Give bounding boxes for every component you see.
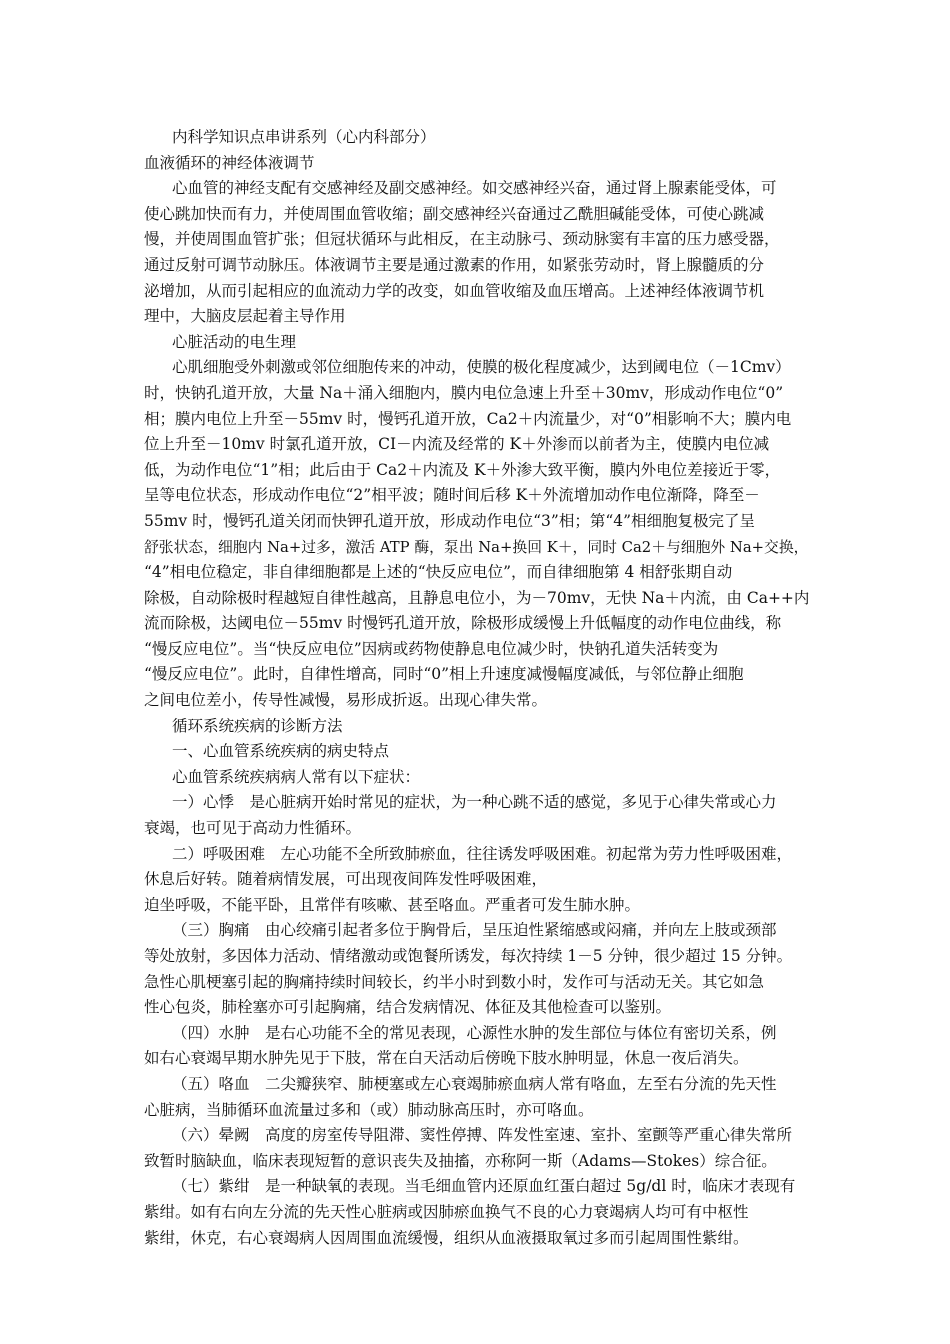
text-line: 迫坐呼吸，不能平卧，且常伴有咳嗽、甚至咯血。严重者可发生肺水肿。 [144,895,641,914]
text-line: “慢反应电位”。当“快反应电位”因病或药物使静息电位减少时，快钠孔道失活转变为 [144,639,719,658]
text-line: 心肌细胞受外刺激或邻位细胞传来的冲动，使膜的极化程度减少，达到阈电位（－1Cmv） [172,358,791,377]
text-line: 心脏病，当肺循环血流量过多和（或）肺动脉高压时，亦可咯血。 [144,1100,594,1119]
text-line: 通过反射可调节动脉压。体液调节主要是通过激素的作用，如紧张劳动时，肾上腺髓质的分 [144,255,765,274]
text-line: 相；膜内电位上升至－55mv 时，慢钙孔道开放，Ca2＋内流量少，对“0”相影响不大；膜内电 [144,409,792,428]
text-line: 位上升至－10mv 时氯孔道开放，CI－内流及经常的 K＋外渗而以前者为主，使膜内电位减 [144,435,770,454]
text-line: 呈等电位状态，形成动作电位“2”相平波；随时间后移 K＋外流增加动作电位渐降，降至－ [144,486,760,505]
text-line: 紫绀。如有右向左分流的先天性心脏病或因肺瘀血换气不良的心力衰竭病人均可有中枢性 [144,1202,749,1221]
text-line: （三）胸痛 由心绞痛引起者多位于胸骨后，呈压迫性紧缩感或闷痛，并向左上肢或颈部 [172,921,777,940]
text-line: “慢反应电位”。此时，自律性增高，同时“0”相上升速度减慢幅度减低，与邻位静止细胞 [144,665,744,684]
text-line: 之间电位差小，传导性减慢，易形成折返。出现心律失常。 [144,691,548,710]
text-line: （四）水肿 是右心功能不全的常见表现，心源性水肿的发生部位与体位有密切关系，例 [172,1023,777,1042]
document-body [144,125,812,1251]
text-line: 如右心衰竭早期水肿先见于下肢，常在白天活动后傍晚下肢水肿明显，休息一夜后消失。 [144,1049,749,1068]
text-line: 心血管的神经支配有交感神经及副交感神经。如交感神经兴奋，通过肾上腺素能受体，可 [172,179,777,198]
text-line: 紫绀，休克，右心衰竭病人因周围血流缓慢，组织从血液摄取氧过多而引起周围性紫绀。 [144,1228,749,1247]
text-line: 心脏活动的电生理 [172,332,297,351]
text-line: （五）咯血 二尖瓣狭窄、肺梗塞或左心衰竭肺瘀血病人常有咯血，左至右分流的先天性 [172,1074,777,1093]
text-line: 舒张状态，细胞内 Na+过多，激活 ATP 酶，泵出 Na+换回 K＋，同时 Ca2＋与细胞外 Na+交换， [144,538,809,556]
text-line: 使心跳加快而有力，并使周围血管收缩；副交感神经兴奋通过乙酰胆碱能受体，可使心跳减 [144,204,765,223]
text-line: 55mv 时，慢钙孔道关闭而快钾孔道开放，形成动作电位“3”相；第“4”相细胞复极完了呈 [144,511,756,530]
text-line: 泌增加，从而引起相应的血流动力学的改变，如血管收缩及血压增高。上述神经体液调节机 [144,281,765,300]
text-line: 等处放射，多因体力活动、情绪激动或饱餐所诱发，每次持续 1－5 分钟，很少超过 15 分钟。 [144,947,793,965]
text-line: 二）呼吸困难 左心功能不全所致肺瘀血，往往诱发呼吸困难。初起常为劳力性呼吸困难， [172,844,793,863]
text-line: 一）心悸 是心脏病开始时常见的症状，为一种心跳不适的感觉，多见于心律失常或心力 [172,793,777,812]
text-line: 慢，并使周围血管扩张；但冠状循环与此相反，在主动脉弓、颈动脉窦有丰富的压力感受器， [144,230,780,249]
text-line: 流而除极，达阈电位－55mv 时慢钙孔道开放，除极形成缓慢上升低幅度的动作电位曲线，称 [144,614,782,633]
text-line: 循环系统疾病的诊断方法 [172,716,343,735]
text-line: 时，快钠孔道开放，大量 Na＋涌入细胞内，膜内电位急速上升至＋30mv，形成动作电位“0” [144,383,784,402]
text-line: 致暂时脑缺血，临床表现短暂的意识丧失及抽搐，亦称阿一斯（Adams—Stokes）综合征。 [144,1151,777,1170]
text-line: 性心包炎，肺栓塞亦可引起胸痛，结合发病情况、体征及其他检查可以鉴别。 [144,998,672,1017]
text-line: 内科学知识点串讲系列（心内科部分） [172,128,436,146]
text-line: 除极，自动除极时程越短自律性越高，且静息电位小，为－70mv，无快 Na＋内流，由 Ca++内 [144,588,810,607]
text-line: 衰竭，也可见于高动力性循环。 [144,819,362,838]
text-line: （六）晕阙 高度的房室传导阻滞、窦性停搏、阵发性室速、室扑、室颤等严重心律失常所 [172,1126,793,1145]
text-line: “4”相电位稳定，非自律细胞都是上述的“快反应电位”，而自律细胞第 4 相舒张期自动 [144,563,733,582]
text-line: 血液循环的神经体液调节 [144,153,315,172]
text-line: （七）紫绀 是一种缺氧的表现。当毛细血管内还原血红蛋白超过 5g/dl 时，临床才表现有 [172,1177,796,1196]
text-line: 理中，大脑皮层起着主导作用 [144,307,346,326]
text-line: 一、心血管系统疾病的病史特点 [172,742,390,761]
text-line: 休息后好转。随着病情发展，可出现夜间阵发性呼吸困难， [144,870,548,889]
text-line: 急性心肌梗塞引起的胸痛持续时间较长，约半小时到数小时，发作可与活动无关。其它如急 [144,972,765,991]
text-line: 心血管系统疾病病人常有以下症状： [172,767,421,786]
text-line: 低，为动作电位“1”相；此后由于 Ca2＋内流及 K＋外渗大致平衡，膜内外电位差接近于零， [144,460,781,479]
